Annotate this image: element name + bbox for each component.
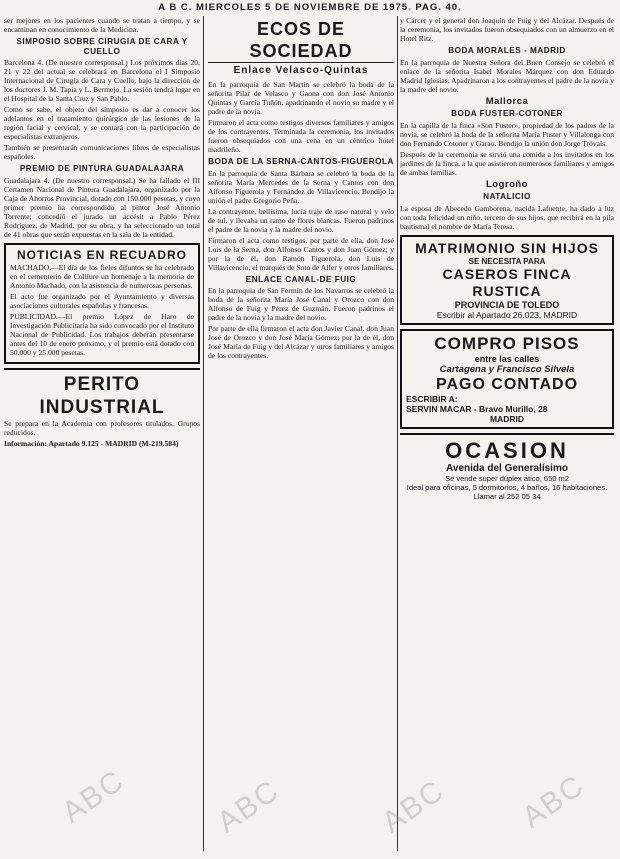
article-text: El acto fue organizado por el Ayuntamiento y diversas asociaciones culturales españolas y francesas. bbox=[10, 291, 194, 310]
article-text: En la parroquia de San Martín se celebró la boda de la señorita Pilar de Velasco y Gaona con don José Antonio Quintas y García Tuñón, apadrinando el novio su madre y el padre de la novia. bbox=[208, 80, 394, 116]
ad-line: PAGO CONTADO bbox=[435, 375, 579, 393]
article-text: En la parroquia de San Fermín de los Navarros se celebró la boda de la señorita María José Canal y Orozco con don Alfonso de Fuig y Pérez de Guzmán. Fueron padrinos el padre de la novia y la madre del novio. bbox=[208, 286, 394, 322]
ad-line: COMPRO PISOS bbox=[434, 333, 580, 353]
ad-line: Escribir al Apartado 26.023, MADRID bbox=[436, 309, 578, 320]
headline-canal: ENLACE CANAL-DE FUIG bbox=[245, 274, 357, 284]
article-text: La contrayente, bellísima, lucía traje de raso natural y velo de tul, y llevaba un ramo de flores blancas. Fueron padrinos el padre de la novia y la madre del novio. bbox=[208, 206, 394, 234]
watermark: ABC bbox=[376, 773, 451, 840]
column-rule bbox=[203, 16, 204, 851]
headline-morales: BODA MORALES - MADRID bbox=[448, 46, 566, 55]
article-text: PUBLICIDAD.—El premio López de Haro de Investigación Publicitaria ha sido convocado por el Instituto Nacional de Publicidad. Los trabajos deberán presentarse antes del 10 de enero próximo, y el premio está dotado con 50.000 y 25.000 pesetas. bbox=[10, 311, 194, 357]
ad-line: entre las calles bbox=[474, 353, 540, 364]
perito-ad bbox=[4, 368, 200, 448]
ad-line: Cartagena y Francisco Silvela bbox=[439, 363, 575, 375]
headline-premio: PREMIO DE PINTURA GUADALAJARA bbox=[19, 164, 185, 173]
article-text: y Cárcer y el general don Joaquín de Fuig y del Alcázar. Después de la ceremonia, los invitados fueron obsequiados con un almuerzo en el Hotel Ritz. bbox=[400, 16, 614, 43]
article-text: La esposa de Abecedo Gamborena, nacida Lafuente, ha dado a luz con toda felicidad un niño, tercero de sus hijos, que recibirá en la pila bautismal el nombre de María Teresa. bbox=[400, 203, 614, 231]
headline-mallorca: Mallorca bbox=[485, 95, 529, 107]
ad-line: MADRID bbox=[490, 413, 524, 424]
watermark: ABC bbox=[516, 768, 591, 835]
article-text: En la parroquia de Santa Bárbara se celebró la boda de la señorita María Mercedes de la Serna y Cantos con don Alfonso Figuerola y Fernández de Villavicencio. Bendijo la unión el padre Gregorio Peña. bbox=[208, 168, 394, 205]
headline-logrono: Logroño bbox=[485, 178, 528, 190]
ad-line: OCASION bbox=[445, 437, 569, 463]
page-header: A B C. MIERCOLES 5 DE NOVIEMBRE DE 1975. PAG. 40. bbox=[158, 2, 462, 13]
section-title: ECOS DE SOCIEDAD bbox=[208, 18, 394, 63]
article-text: También se presentarán comunicaciones libres de especialistas españoles. bbox=[4, 143, 200, 161]
column-1 bbox=[4, 16, 200, 853]
article-text: Por parte de ella firmaron el acta don Javier Canal, don Juan José de Orozco y don José María Gómez; por la de él, don José María de Fuig y del Alcázar y otros familiares y amigos de los contrayentes. bbox=[208, 324, 394, 360]
article-text: Firmaron el acta como testigos, por parte de ella, don José Luis de la Serna, don Alfonso Cantos y don Juan Gómez; y por la de él, don Ramón Figuerola, don Luis de Villavicencio, el marqués de Soto de Alfer y otros familiares. bbox=[208, 235, 394, 272]
column-rule bbox=[397, 16, 398, 851]
article-text: MACHADO.—El día de los fieles difuntos se ha celebrado en el cementerio de Colliure un homenaje a la memoria de Antonio Machado, con la asistencia de numerosas personas. bbox=[10, 262, 194, 290]
headline-natalicio: NATALICIO bbox=[483, 192, 531, 201]
ad-line: Avenida del Generalísimo bbox=[446, 462, 568, 474]
column-3 bbox=[400, 16, 614, 853]
ad-title: PERITO INDUSTRIAL bbox=[39, 373, 165, 418]
article-text: Barcelona 4. (De nuestro corresponsal.) Los próximos días 20, 21 y 22 del actual se celebrará en Barcelona el I Simposio Internacional de Cirugía de Cara y Cuello, bajo la dirección de los doctores J. M. Tapia y L. Bermejo. La sesión tendrá lugar en el Hospital de la Santa Cruz y San Pablo. bbox=[4, 58, 200, 103]
ad-text: Información: Apartado 9.125 - MADRID (M-219.584) bbox=[4, 438, 179, 448]
article-text: En la capilla de la finca «Son Fuster», propiedad de los padres de la novia, se celebró la boda de la señorita María Fuster y Villalonga con don Fernando Cotoner y Garau. Bendijo la unión don Jorge Tróvals. bbox=[400, 120, 614, 148]
news-box bbox=[4, 243, 200, 364]
article-text: Como se sabe, el objeto del simposio es dar a conocer los adelantos en el tratamiento quirúrgico de las lesiones de la región facial y cervical, y se contará con la participación de especialistas extranjeros. bbox=[4, 105, 200, 141]
article-text: En la parroquia de Nuestra Señora del Buen Consejo se celebró el enlace de la señorita Isabel Morales Márquez con don Eduardo Madrid Iglesias. Apadrinaron a los contrayentes el padre de la novia y la madre del novio. bbox=[400, 57, 614, 94]
ad-line: SE NECESITA PARA bbox=[468, 256, 546, 266]
ad-line: PROVINCIA DE TOLEDO bbox=[454, 299, 560, 310]
ad-text: Se prepara en la Academia con profesores titulados. Grupos reducidos. bbox=[4, 418, 200, 437]
ad-line: ESCRIBIR A: bbox=[406, 393, 458, 404]
headline-fuster: BODA FUSTER-COTONER bbox=[451, 109, 563, 118]
ad-line: SERVIN MACAR - Bravo Murillo, 28 bbox=[406, 403, 548, 414]
ad-compro-pisos bbox=[400, 329, 614, 429]
ad-line: CASEROS FINCA RUSTICA bbox=[442, 265, 572, 299]
article-text: Guadalajara 4. (De nuestro corresponsal.) Se ha fallado el III Certamen Nacional de Pintura Guadalajara, organizado por la Caja de Ahorros Provincial, dotado con 150.000 pesetas, y cuyo primer premio ha correspondido al pintor José Antonio Torrente; concedió el jurado un accésit a Pablo Pérez Rodríguez, de Madrid, por su obra, y ha seleccionado un total de 41 obras que serán expuestas en la sala de la entidad. bbox=[4, 175, 200, 239]
headline-velasco: Enlace Velasco-Quintas bbox=[233, 65, 369, 76]
ad-line: Se vende super dúplex ático, 650 m2 bbox=[445, 473, 569, 483]
article-text: Firmaron el acta como testigos diversos familiares y amigos de los contrayentes. Terminada la ceremonia, los invitados fueron obsequiados con una cena en un céntrico hotel madrileño. bbox=[208, 118, 394, 154]
article-text: ser mejores en los pacientes cuando se tratan a tiempo, y se encaminan en conocimiento de la Medicina. bbox=[4, 16, 200, 34]
watermark: ABC bbox=[211, 773, 286, 840]
ad-line: Ideal para oficinas, 5 dormitorios, 4 baños, 16 habitaciones. Llamar al 252 05 34 bbox=[406, 482, 608, 501]
column-2 bbox=[208, 16, 394, 853]
headline-noticias: NOTICIAS EN RECUADRO bbox=[16, 247, 187, 262]
ad-ocasion bbox=[400, 433, 614, 501]
headline-serna: BODA DE LA SERNA-CANTOS-FIGUEROLA bbox=[208, 157, 394, 166]
headline-simposio: SIMPOSIO SOBRE CIRUGIA DE CARA Y CUELLO bbox=[16, 37, 188, 56]
ad-line: MATRIMONIO SIN HIJOS bbox=[415, 239, 599, 256]
ad-matrimonio bbox=[400, 235, 614, 325]
watermark: ABC bbox=[56, 763, 131, 830]
article-text: Después de la ceremonia se sirvió una comida a los invitados en los jardines de la finca, a la que asistieron numerosos familiares y amigos de ambas familias. bbox=[400, 149, 614, 177]
